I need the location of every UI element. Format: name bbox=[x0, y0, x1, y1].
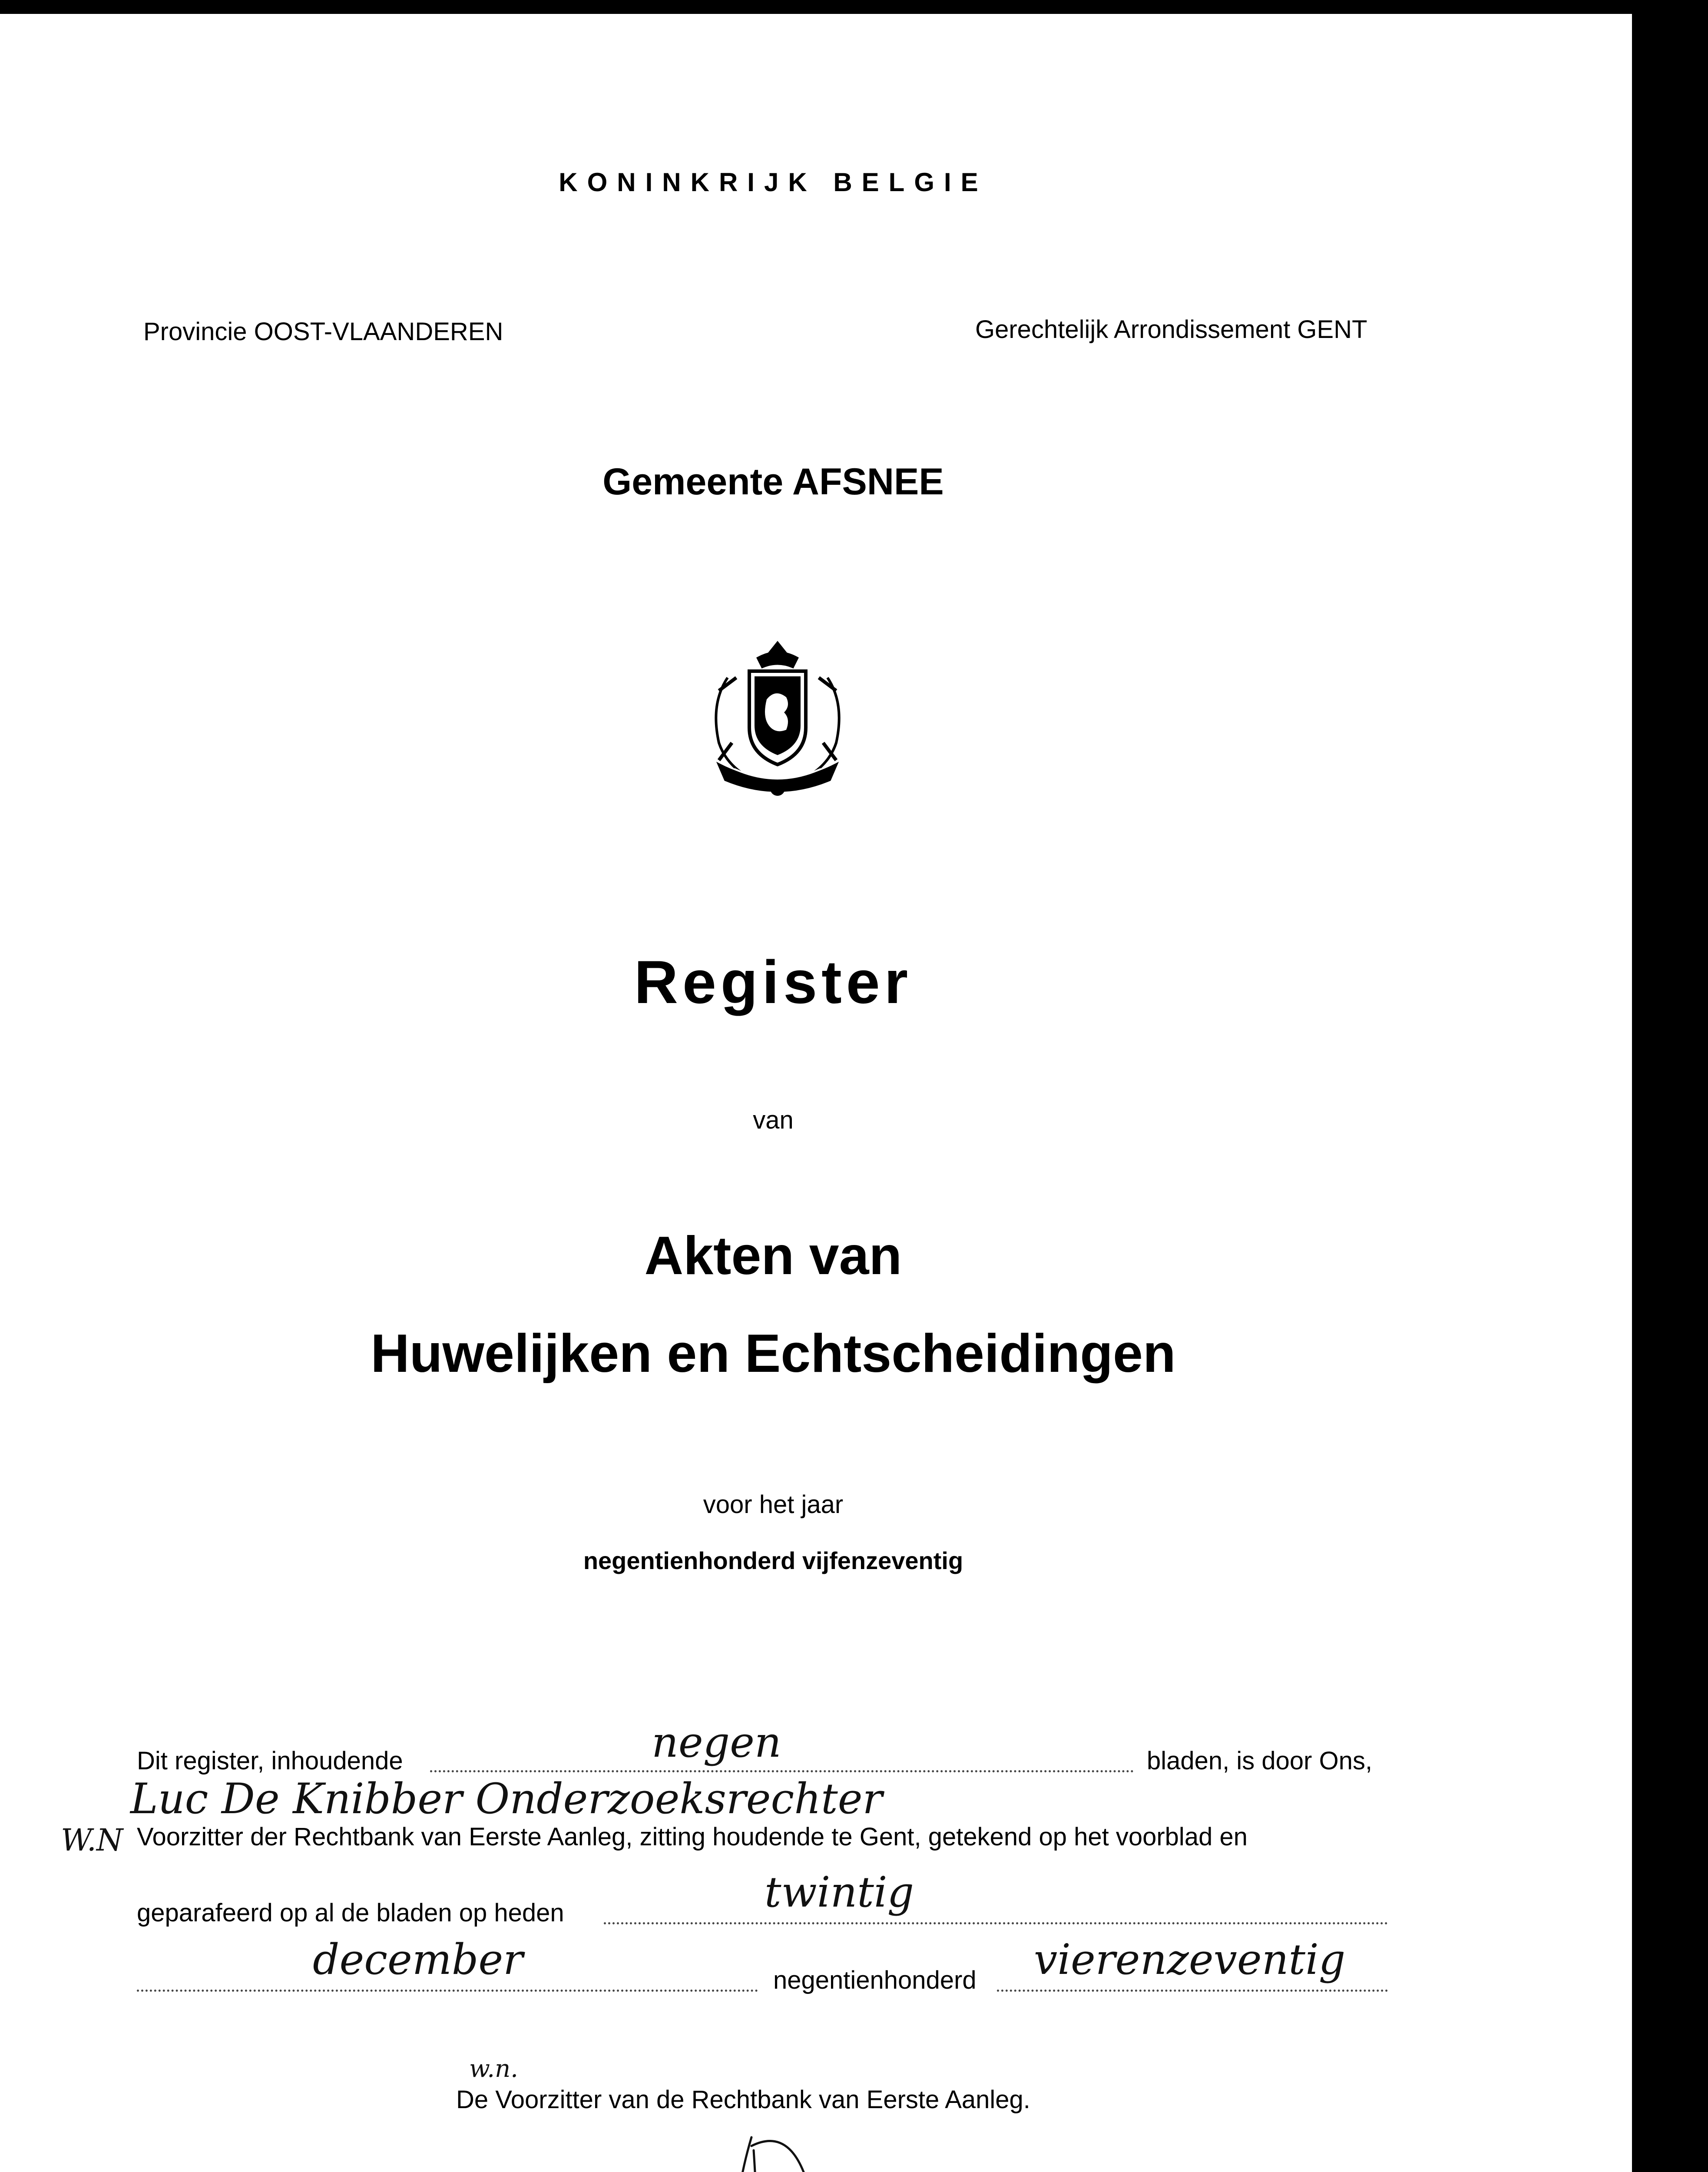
dotted-field-day bbox=[604, 1922, 1388, 1924]
handwritten-year: vierenzeventig bbox=[1034, 1935, 1346, 1984]
year-intro: voor het jaar bbox=[703, 1490, 844, 1519]
province-label: Provincie OOST-VLAANDEREN bbox=[143, 318, 503, 346]
scan-border-right bbox=[1632, 0, 1708, 2172]
handwritten-wn: w.n. bbox=[469, 2055, 518, 2083]
dotted-field-month bbox=[137, 1990, 758, 1992]
municipality-heading: Gemeente AFSNEE bbox=[602, 461, 944, 503]
district-label: Gerechtelijk Arrondissement GENT bbox=[975, 315, 1367, 344]
handwritten-judge-name: Luc De Knibber Onderzoeksrechter bbox=[130, 1775, 883, 1823]
handwritten-month: december bbox=[313, 1935, 523, 1984]
title-connector: van bbox=[753, 1106, 794, 1134]
cert-line-1-suffix: bladen, is door Ons, bbox=[1147, 1747, 1373, 1775]
coat-of-arms-icon bbox=[702, 639, 854, 799]
title-line-2: Huwelijken en Echtscheidingen bbox=[371, 1324, 1176, 1384]
title-line-1: Akten van bbox=[644, 1226, 902, 1286]
cert-line-3-prefix: geparafeerd op al de bladen op heden bbox=[137, 1899, 564, 1927]
cert-line-2: Voorzitter der Rechtbank van Eerste Aanleg, zitting houdende te Gent, getekend op het voorblad en bbox=[137, 1823, 1248, 1851]
president-line: De Voorzitter van de Rechtbank van Eerste Aanleg. bbox=[456, 2086, 1030, 2114]
kingdom-heading: KONINKRIJK BELGIE bbox=[559, 168, 988, 197]
cert-line-4-mid: negentienhonderd bbox=[773, 1966, 976, 1994]
dotted-field-count bbox=[430, 1770, 1134, 1772]
cert-line-1-prefix: Dit register, inhoudende bbox=[137, 1747, 403, 1775]
dotted-field-year bbox=[997, 1990, 1388, 1992]
document-title: Register bbox=[634, 948, 913, 1016]
handwritten-count: negen bbox=[652, 1718, 781, 1767]
handwritten-day: twintig bbox=[765, 1868, 914, 1917]
scan-border-top bbox=[0, 0, 1708, 14]
handwritten-margin-initials: W.N bbox=[61, 1822, 123, 1858]
year-text: negentienhonderd vijfenzeventig bbox=[583, 1547, 963, 1574]
signature-image bbox=[686, 2120, 886, 2172]
